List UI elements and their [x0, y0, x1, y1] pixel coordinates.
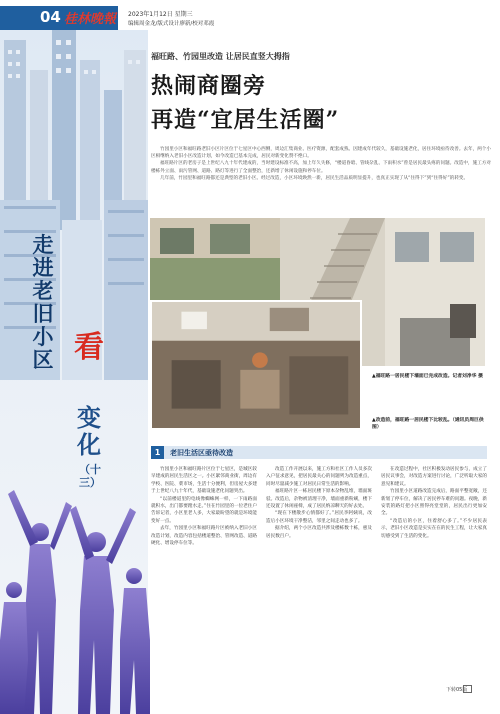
photo-before-renovation	[150, 300, 362, 430]
body-paragraph: “改造后的小区，住着舒心多了。”不少居民表示，老旧小区改造是实实在在的民生工程，让大家真切感受到了生活的变化。	[381, 518, 487, 539]
body-paragraph: 竹园里小区道路改造完成后，路面平整宽敞，还新划了停车位，解决了居民停车难的问题。夜晚，新安装的路灯把小区照得亮堂堂的，居民出行更加安全。	[381, 489, 487, 517]
series-title-highlight: 看	[74, 330, 104, 365]
page-number: 04	[40, 8, 61, 26]
body-paragraph: 去年，竹园里小区和福旺路片区被纳入老旧小区改造计划，改造内容包括楼道整治、管网改造、道路硬化、增设停车位等。	[151, 526, 257, 547]
issue-date: 2023年1月12日 星期三	[128, 11, 193, 18]
body-paragraph: “现在下楼散步心情都好了。”居民李阿姨说，改造后小区环境干净整洁，邻里之间走动也多了。	[266, 511, 372, 524]
lead-paragraph: 福旺路片区的老房子是上世纪八九十年代建成的，当时建设标准不高，加上年久失修，“楼道昏暗、管线杂乱、下雨积水”曾是居民最头疼的问题。改造中，施工方对楼栋外立面、雨污管网、道路、路灯等进行了全面整治，还新增了休闲设施和停车位。	[151, 161, 491, 174]
body-paragraph: 竹园里小区和福旺路片区位于七星区，是城区较早建成的居民生活区之一。小区紧邻商业街，周边有学校、医院、菜市场，生活十分便利，但房屋大多建于上世纪八九十年代，基础设施老化问题突出。	[151, 467, 257, 495]
lead-paragraph: 几年前，竹园里和福旺路都还是典型的老旧小区。经过改造，小区环境焕然一新，居民生活品质明显提升，也真正实现了从“住得下”到“住得好”的转变。	[160, 175, 469, 181]
series-number: （十三）	[79, 463, 101, 489]
series-title: 走进老旧小区	[32, 232, 54, 372]
article-subtitle: 福旺路、竹园里改造 让居民直竖大拇指	[151, 52, 290, 61]
continued-marker	[463, 685, 472, 693]
article-column-2	[266, 466, 372, 540]
series-title-change: 变化	[77, 403, 101, 459]
section-title: 老旧生活区亟待改造	[170, 449, 233, 457]
brand-logo: 桂林晚報	[64, 12, 117, 27]
body-paragraph: 福旺路片区一栋居民楼下原本杂物乱堆，墙面斑驳。改造后，杂物被清理干净，墙面重新粉刷，楼下还设置了休闲座椅，成了居民纳凉聊天的好去处。	[266, 489, 372, 510]
section-number: 1	[151, 446, 164, 459]
body-paragraph: “以前楼道里的电线像蜘蛛网一样，一下雨路面就积水，出门都要蹚水走。”住在竹园里的一位老住户告诉记者，小区里老人多，大家最盼望的就是环境能变好一点。	[151, 496, 257, 524]
article-title-line-2: 再造“宜居生活圈”	[151, 107, 340, 133]
cheering-residents-illustration	[0, 480, 150, 714]
article-lead	[151, 146, 491, 182]
lead-paragraph: 竹园里小区和福旺路老旧小区片区位于七星区中心西侧，周边汇集商业、医疗资源，配套成熟。因建成年代较久，基础设施老化，居住环境亟待改善。去年，两个小区相继纳入老旧小区改造计划，如今改造已基本完成，居民对新变化赞不绝口。	[151, 147, 491, 160]
body-paragraph: 改造工作开展以来，施工方和社区工作人员多次入户征求意见，把居民最关心的问题列为改造重点，同时尽量减少施工对居民日常生活的影响。	[266, 467, 372, 487]
photo-caption-before: ▲改造前，福旺路一居民楼下比较乱。（通讯员周巨供图）	[372, 418, 484, 430]
article-column-3	[381, 466, 487, 540]
section-heading	[151, 446, 487, 459]
article-title-line-1: 热闹商圈旁	[151, 73, 267, 99]
article-column-1	[151, 466, 257, 547]
continued-on-note: 下转05版	[446, 687, 468, 693]
editor-credits: 编辑周金龙/版式设计廖新/校对邓霞	[128, 21, 215, 27]
body-paragraph: 在改造过程中，社区积极发动居民参与，成立了居民议事会，对改造方案进行讨论，广泛听取大家的意见和建议。	[381, 467, 487, 487]
page-header	[0, 0, 500, 30]
body-paragraph: 据介绍，两个小区改造共涉及楼栋数十栋，惠及居民数百户。	[266, 526, 372, 539]
photo-caption-main: ▲福旺路一居民楼下墙面已完成改造。记者刘净华 摄	[372, 374, 483, 379]
